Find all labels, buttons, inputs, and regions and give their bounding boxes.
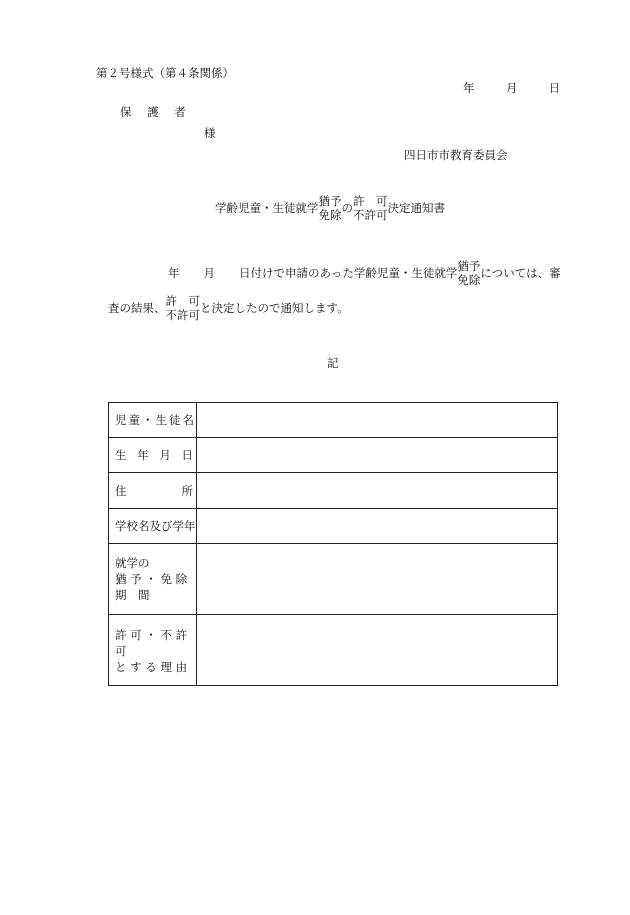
label-period-1: 就学の [115, 555, 150, 570]
value-period[interactable] [197, 544, 558, 615]
title-option-1-bottom: 免除 [318, 208, 342, 223]
title-option-2-bottom: 不許可 [353, 208, 388, 223]
label-reason [109, 615, 197, 686]
body-line-1 [168, 259, 561, 288]
body-line2-option-top: 許 可 [165, 294, 200, 308]
label-address-text [115, 483, 193, 499]
value-student-name[interactable] [197, 403, 558, 438]
body-line1-option-bottom: 免除 [457, 273, 481, 288]
recipient-honorific: 様 [204, 126, 216, 140]
label-student-name-text: 児童・生徒名 [115, 413, 196, 427]
body-line-2 [108, 294, 349, 323]
date-day: 日 [548, 81, 561, 95]
label-reason-1: 許 可 ・ 不 許 可 [115, 628, 188, 659]
label-period-2: 猶 予 ・ 免 除 [115, 571, 188, 586]
label-birth-3: 月 [159, 448, 171, 462]
body-line2-head: 査の結果、 [108, 300, 166, 315]
label-address [109, 473, 197, 509]
body-line1-tail: については、審 [480, 265, 561, 280]
label-period [109, 544, 197, 615]
body-line1-text: 日付けで申請のあった学齢児童・生徒就学 [239, 265, 458, 280]
details-table [108, 402, 558, 686]
body-line2-option-bottom: 不許可 [165, 308, 200, 323]
label-school-text: 学校名及び学年 [115, 519, 196, 533]
title-connector: の [341, 200, 353, 215]
recipient-title: 保 護 者 [120, 105, 192, 119]
value-address[interactable] [197, 473, 558, 509]
document-title [215, 194, 445, 223]
label-address-1: 住 [115, 483, 127, 498]
form-number: 第２号様式（第４条関係） [96, 66, 234, 80]
title-suffix: 決定通知書 [387, 200, 445, 215]
value-reason[interactable] [197, 615, 558, 686]
table-row-name [109, 403, 558, 438]
label-school [109, 509, 197, 544]
title-prefix: 学齢児童・生徒就学 [215, 200, 319, 215]
ki-heading: 記 [327, 356, 339, 370]
value-school[interactable] [197, 509, 558, 544]
label-address-2: 所 [181, 483, 193, 498]
label-period-3: 期 間 [115, 588, 150, 603]
table-row-period [109, 544, 558, 615]
label-birthdate-text [115, 447, 193, 463]
body-line2-tail: と決定したので通知します。 [200, 300, 349, 315]
label-birthdate [109, 438, 197, 473]
table-row-address [109, 473, 558, 509]
label-birth-1: 生 [115, 448, 127, 462]
body-month: 月 [203, 265, 215, 280]
table-row-reason [109, 615, 558, 686]
title-option-1 [319, 194, 342, 223]
body-line1-option-top: 猶予 [457, 259, 481, 273]
body-line2-option [166, 294, 201, 323]
table-row-birth [109, 438, 558, 473]
label-birth-2: 年 [137, 448, 149, 462]
body-line1-option [457, 259, 480, 288]
title-option-1-top: 猶予 [318, 194, 342, 208]
date-line [463, 83, 560, 95]
table-row-school [109, 509, 558, 544]
body-year: 年 [168, 265, 180, 280]
label-student-name [109, 403, 197, 438]
label-birth-4: 日 [181, 448, 193, 462]
sender-name: 四日市市教育委員会 [404, 148, 508, 162]
date-month: 月 [505, 81, 518, 95]
title-option-2 [353, 194, 388, 223]
title-option-2-top: 許 可 [353, 194, 388, 208]
date-year: 年 [463, 81, 475, 95]
value-birthdate[interactable] [197, 438, 558, 473]
label-reason-2: と す る 理 由 [115, 660, 188, 675]
